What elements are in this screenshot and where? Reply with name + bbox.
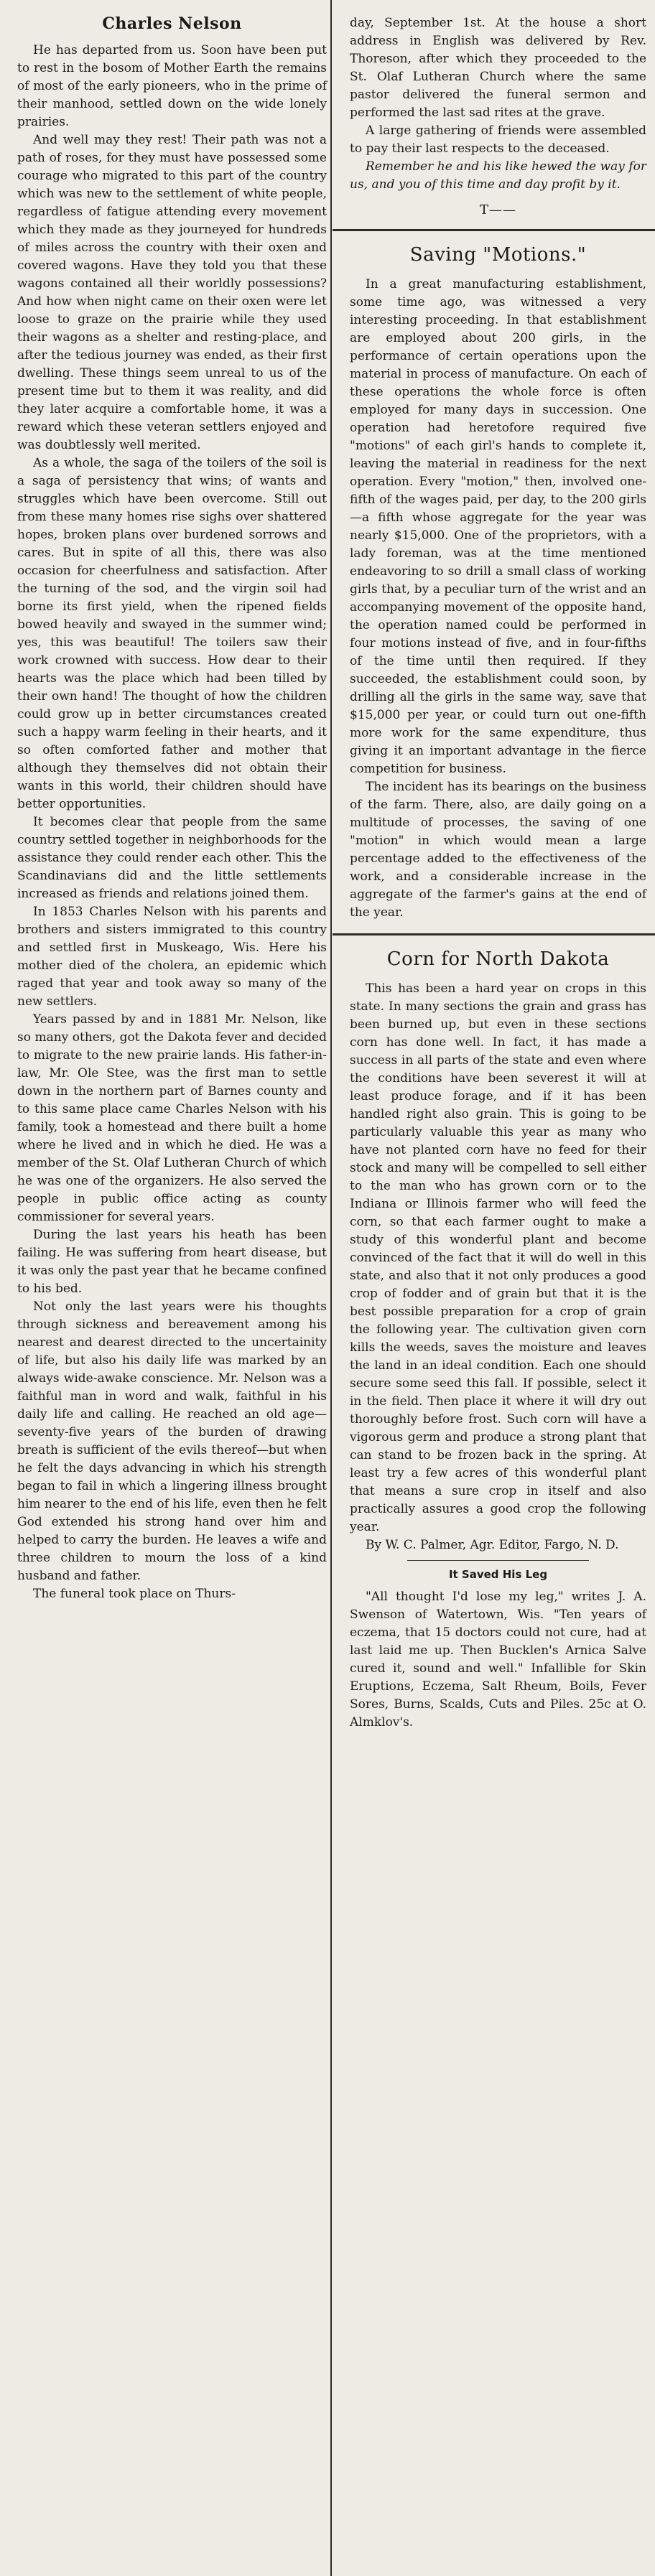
remember-line: Remember he and his like hewed the way for us, and you of this time and day profit by it. — [350, 159, 646, 192]
section-divider — [333, 229, 655, 231]
column-divider — [330, 0, 332, 2576]
corn-byline: By W. C. Palmer, Agr. Editor, Fargo, N. D. — [366, 1538, 619, 1552]
obituary-paragraph: Years passed by and in 1881 Mr. Nelson, like so many others, got the Dakota fever and decided to migrate to the new prairie lands. His father-in-law, Mr. Ole Stee, was the first man to settle down in the northern part of Barnes county and to this same place came Charles Nelson with his family, took a homestead and there built a home where he lived and in which he died. He was a member of the St. Olaf Lutheran Church of which he was one of the organizers. He also served the people in public office acting as county commissioner for several years. — [17, 1012, 327, 1224]
motions-paragraph: In a great manufacturing establishment, some time ago, was witnessed a very interesting proceeding. In that establishment are employed about 200 girls, in the performance of certain operations upon the material in process of manufacture. On each of these operations the whole force is often employed for many days in succession. One operation had heretofore required five "motions" of each girl's hands to complete it, leaving the material in readiness for the next operation. Every "motion," then, involved one-fifth of the wages paid, per day, to the 200 girls—a fifth whose aggregate for the year was nearly $15,000. One of the proprietors, with a lady foreman, was at the time mentioned endeavoring to so drill a small class of working girls that, by a peculiar turn of the wrist and an accompanying movement of the opposite hand, the operation named could be performed in four motions instead of five, and in four-fifths of the time until then required. If they succeeded, the establishment could soon, by drilling all the girls in the same way, save that $15,000 per year, or could turn out one-fifth more work for the same expenditure, thus giving it an important advantage in the fierce competition for business. — [350, 277, 646, 776]
leg-ad-paragraph: "All thought I'd lose my leg," writes J. A. Swenson of Watertown, Wis. "Ten years of eczema, that 15 doctors could not cure, had at last laid me up. Then Bucklen's Arnica Salve cured it, sound and well." Infallible for Skin Eruptions, Eczema, Salt Rheum, Boils, Fever Sores, Burns, Scalds, Cuts and Piles. 25c at O. Almklov's. — [350, 1590, 646, 1730]
obituary-continued-paragraph: A large gathering of friends were assembled to pay their last respects to the deceased. — [350, 123, 646, 156]
author-signature: T—— — [479, 202, 516, 218]
obituary-paragraph: During the last years his heath has been failing. He was suffering from heart disease, but it was only the past year that he became confined to his bed. — [17, 1228, 327, 1296]
section-divider — [407, 1560, 589, 1561]
motions-title: Saving "Motions." — [409, 244, 587, 266]
obituary-paragraph: He has departed from us. Soon have been put to rest in the bosom of Mother Earth the remains of most of the early pioneers, who in the prime of their manhood, settled down on the wide lonely prairies. — [17, 43, 327, 129]
obituary-paragraph: In 1853 Charles Nelson with his parents and brothers and sisters immigrated to this country and settled first in Muskeago, Wis. Here his mother died of the cholera, an epidemic which raged that year and took away so many of the new settlers. — [17, 905, 327, 1009]
obituary-paragraph: It becomes clear that people from the same country settled together in neighborhoods for the assistance they could render each other. This the Scandinavians did and the little settlements increased as friends and relations joined them. — [17, 815, 327, 901]
corn-title: Corn for North Dakota — [386, 948, 610, 970]
motions-paragraph: The incident has its bearings on the business of the farm. There, also, are daily going on a multitude of processes, the saving of one "motion" in which would mean a large percentage added to the effectiveness of the work, and a considerable increase in the aggregate of the farmer's gains at the end of the year. — [350, 780, 646, 920]
section-divider — [333, 933, 655, 935]
obituary-paragraph: Not only the last years were his thoughts through sickness and bereavement among his nearest and dearest directed to the uncertainity of life, but also his daily life was marked by an always wide-awake conscience. Mr. Nelson was a faithful man in word and walk, faithful in his daily life and calling. He reached an old age—seventy-five years of the burden of drawing breath is sufficient of the evils thereof—but when he felt the days advancing in which his strength began to fail in which a lingering illness brought him nearer to the end of his life, even then he felt God extended his strong hand over him and helped to carry the burden. He leaves a wife and three children to mourn the loss of a kind husband and father. — [17, 1299, 327, 1583]
leg-ad-title: It Saved His Leg — [448, 1568, 548, 1581]
obituary-continued-paragraph: day, September 1st. At the house a short address in English was delivered by Rev. Thoreson, after which they proceeded to the St. Olaf Lutheran Church where the same pastor delivered the funeral sermon and performed the last sad rites at the grave. — [350, 16, 646, 120]
obituary-title: Charles Nelson — [102, 14, 242, 33]
obituary-paragraph: As a whole, the saga of the toilers of the soil is a saga of persistency that wins; of wants and struggles which have been overcome. Still out from these many homes rise sighs over shattered hopes, broken plans over burdened sorrows and cares. But in spite of all this, there was also occasion for cheerfulness and satisfaction. After the turning of the sod, and the virgin soil had borne its first yield, when the ripened fields bowed heavily and swayed in the summer wind; yes, this was beautiful! The toilers saw their work crowned with success. How dear to their hearts was the place which had been tilled by their own hand! The thought of how the children could grow up in better circumstances created such a happy warm feeling in their hearts, and it so often comforted father and mother that although they themselves did not obtain their wants in this world, their children should have better opportunities. — [17, 456, 327, 811]
right-column — [333, 0, 655, 2576]
obituary-paragraph: And well may they rest! Their path was not a path of roses, for they must have possessed some courage who migrated to this part of the country which was new to the settlement of white people, regardless of fatigue attending every movement which they made as they journeyed for hundreds of miles across the country with their oxen and covered wagons. Have they told you that these wagons contained all their worldly possessions? And how when night came on their oxen were let loose to graze on the prairie while they used their wagons as a shelter and resting-place, and after the tedious journey was ended, as their first dwelling. These things seem unreal to us of the present time but to them it was reality, and did they later acquire a comfortable home, it was a reward which these veteran settlers enjoyed and was doubtlessly well merited. — [17, 133, 327, 452]
obituary-paragraph: The funeral took place on Thurs- — [33, 1587, 236, 1601]
corn-paragraph: This has been a hard year on crops in this state. In many sections the grain and grass has been burned up, but even in these sections corn has done well. In fact, it has made a success in all parts of the state and even where the conditions have been severest it will at least produce forage, and if it has been handled right also grain. This is going to be particularly valuable this year as many who have not planted corn have no feed for their stock and many will be compelled to sell either to the man who has grown corn or to the Indiana or Illinois farmer who will feed the corn, so that each farmer ought to make a study of this wonderful plant and become convinced of the fact that it will do well in this state, and also that it not only produces a good crop of fodder and of grain but that it is the best possible preparation for a crop of grain the following year. The cultivation given corn kills the weeds, saves the moisture and leaves the land in an ideal condition. Each one should secure some seed this fall. If possible, select it in the field. Then place it where it will dry out thoroughly before frost. Such corn will have a vigorous germ and produce a strong plant that can stand to be frozen back in the spring. At least try a few acres of this wonderful plant that means a sure crop in itself and also practically assures a good crop the following year. — [350, 981, 646, 1534]
